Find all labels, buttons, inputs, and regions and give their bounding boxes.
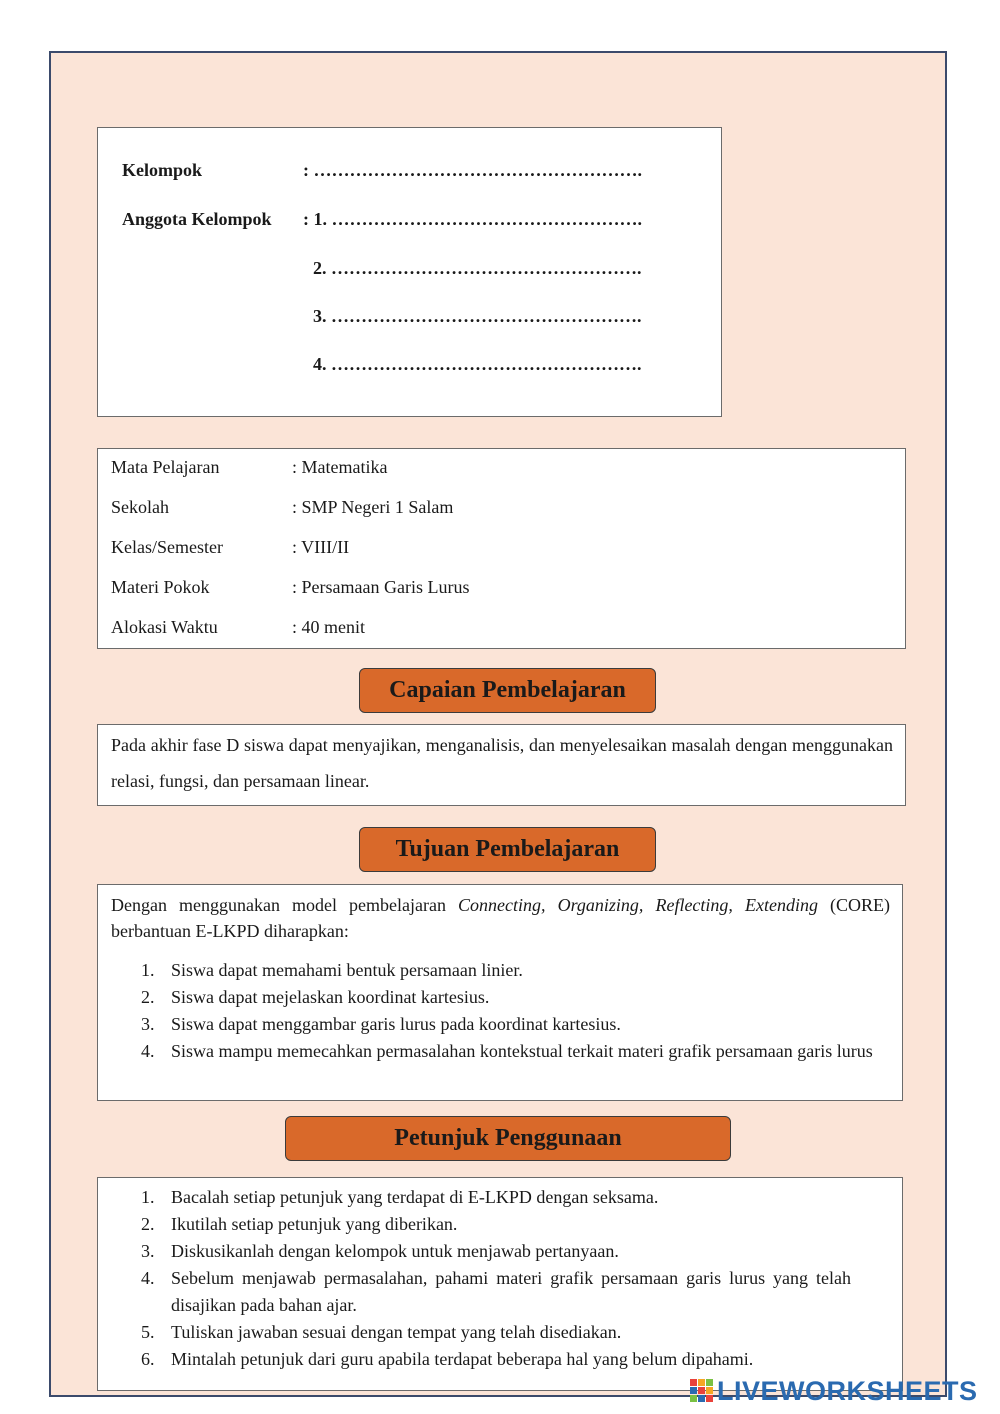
petunjuk-list <box>111 1184 851 1373</box>
list-item: 3. Diskusikanlah dengan kelompok untuk menjawab pertanyaan. <box>141 1241 619 1261</box>
capaian-box <box>97 724 906 806</box>
mark-cell <box>706 1387 713 1394</box>
info-value: : VIII/II <box>292 537 350 557</box>
list-item: 1. Bacalah setiap petunjuk yang terdapat di E-LKPD dengan seksama. <box>141 1187 659 1207</box>
tujuan-intro-model: Connecting, Organizing, Reflecting, Extending <box>458 895 818 915</box>
mark-cell <box>690 1387 697 1394</box>
tujuan-box <box>97 884 903 1101</box>
member-field-3[interactable]: 3. ……………………………………………. <box>313 306 642 326</box>
list-item: 2. Siswa dapat mejelaskan koordinat kartesius. <box>141 987 490 1007</box>
info-value: : 40 menit <box>292 617 365 637</box>
info-value: : Persamaan Garis Lurus <box>292 577 470 597</box>
info-value: : SMP Negeri 1 Salam <box>292 497 454 517</box>
petunjuk-heading: Petunjuk Penggunaan <box>285 1116 731 1161</box>
mark-cell <box>698 1395 705 1402</box>
list-item: 2. Ikutilah setiap petunjuk yang diberikan. <box>141 1214 458 1234</box>
tujuan-list <box>111 957 890 1065</box>
mark-cell <box>690 1395 697 1402</box>
subject-info-box <box>97 448 906 649</box>
mark-cell <box>690 1379 697 1386</box>
liveworksheets-logo <box>690 1376 978 1406</box>
capaian-text: Pada akhir fase D siswa dapat menyajikan, menganalisis, dan menyelesaikan masalah dengan menggunakan relasi, fungsi, dan persamaan linear. <box>111 735 893 791</box>
tujuan-intro-b: (CORE) berbantuan E-LKPD diharapkan: <box>111 895 890 941</box>
liveworksheets-wordmark: LIVEWORKSHEETS <box>717 1375 978 1406</box>
member-field-2[interactable]: 2. ……………………………………………. <box>313 258 642 278</box>
tujuan-intro <box>111 892 890 944</box>
mark-cell <box>698 1387 705 1394</box>
info-label: Materi Pokok <box>111 577 210 597</box>
info-label: Alokasi Waktu <box>111 617 218 637</box>
list-item: 3. Siswa dapat menggambar garis lurus pada koordinat kartesius. <box>141 1014 621 1034</box>
liveworksheets-mark-icon <box>690 1379 714 1403</box>
petunjuk-box <box>97 1177 903 1391</box>
tujuan-heading: Tujuan Pembelajaran <box>359 827 656 872</box>
group-info-box <box>97 127 722 417</box>
capaian-heading: Capaian Pembelajaran <box>359 668 656 713</box>
info-label: Sekolah <box>111 497 169 517</box>
anggota-label: Anggota Kelompok <box>122 209 272 229</box>
info-value: : Matematika <box>292 457 388 477</box>
info-label: Kelas/Semester <box>111 537 223 557</box>
list-item: 5. Tuliskan jawaban sesuai dengan tempat yang telah disediakan. <box>141 1322 622 1342</box>
member-field-4[interactable]: 4. ……………………………………………. <box>313 354 642 374</box>
member-field-1[interactable]: : 1. ……………………………………………. <box>303 209 642 229</box>
mark-cell <box>706 1395 713 1402</box>
tujuan-intro-a: Dengan menggunakan model pembelajaran <box>111 895 459 915</box>
kelompok-label: Kelompok <box>122 160 203 180</box>
mark-cell <box>698 1379 705 1386</box>
mark-cell <box>706 1379 713 1386</box>
list-item: 4. Siswa mampu memecahkan permasalahan kontekstual terkait materi grafik persamaan garis lurus <box>141 1041 873 1061</box>
list-item: 6. Mintalah petunjuk dari guru apabila terdapat beberapa hal yang belum dipahami. <box>141 1349 754 1369</box>
list-item: 1. Siswa dapat memahami bentuk persamaan linier. <box>141 960 523 980</box>
kelompok-field[interactable]: : ………………………………………………. <box>303 160 642 180</box>
list-item: 4. Sebelum menjawab permasalahan, pahami materi grafik persamaan garis lurus yang telah disajikan pada bahan ajar. <box>141 1268 851 1315</box>
info-label: Mata Pelajaran <box>111 457 220 477</box>
